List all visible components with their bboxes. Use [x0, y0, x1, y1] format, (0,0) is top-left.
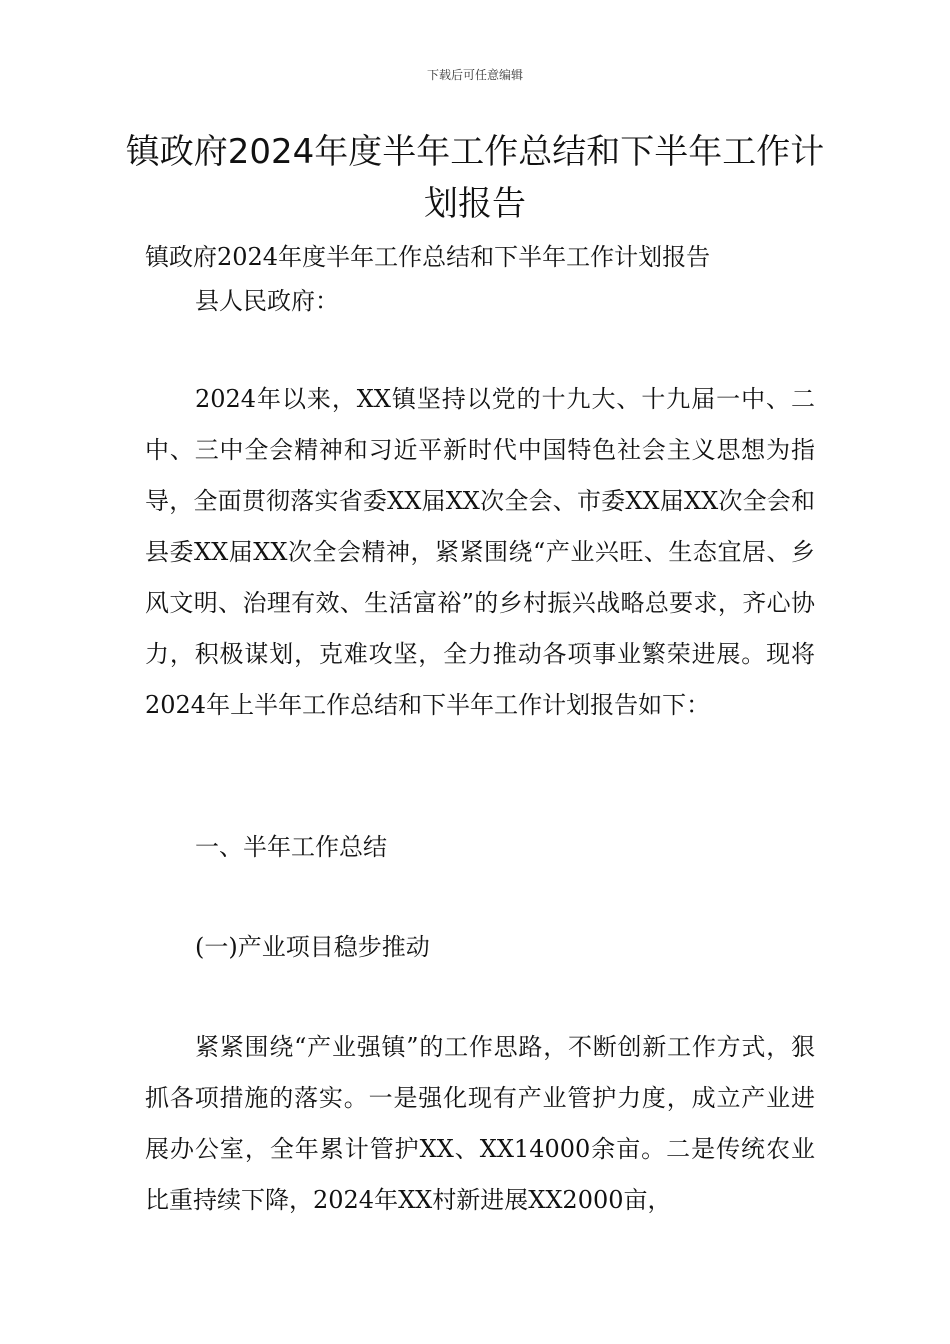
paragraph-industry: 紧紧围绕“产业强镇”的工作思路，不断创新工作方式，狠抓各项措施的落实。一是强化现有产业管护力度，成立产业进展办公室，全年累计管护XX、XX14000余亩。二是传统农业比重持续下降，2024年XX村新进展XX2000亩， — [145, 1033, 815, 1214]
section-heading: 一、半年工作总结 — [195, 833, 387, 861]
subsection-heading: (一)产业项目稳步推动 — [195, 933, 430, 961]
subtitle-line: 镇政府2024年度半年工作总结和下半年工作计划报告 — [145, 243, 711, 271]
document-title: 镇政府2024年度半年工作总结和下半年工作计划报告 — [125, 132, 825, 224]
header-note: 下载后可任意编辑 — [426, 68, 523, 82]
salutation: 县人民政府： — [195, 287, 339, 315]
paragraph-intro: 2024年以来，XX镇坚持以党的十九大、十九届一中、二中、三中全会精神和习近平新时代中国特色社会主义思想为指导，全面贯彻落实省委XX届XX次全会、市委XX届XX次全会和县委XX届XX次全会精神，紧紧围绕“产业兴旺、生态宜居、乡风文明、治理有效、生活富裕”的乡村振兴战略总要求，齐心协力，积极谋划，克难攻坚，全力推动各项事业繁荣进展。现将2024年上半年工作总结和下半年工作计划报告如下： — [145, 385, 815, 719]
